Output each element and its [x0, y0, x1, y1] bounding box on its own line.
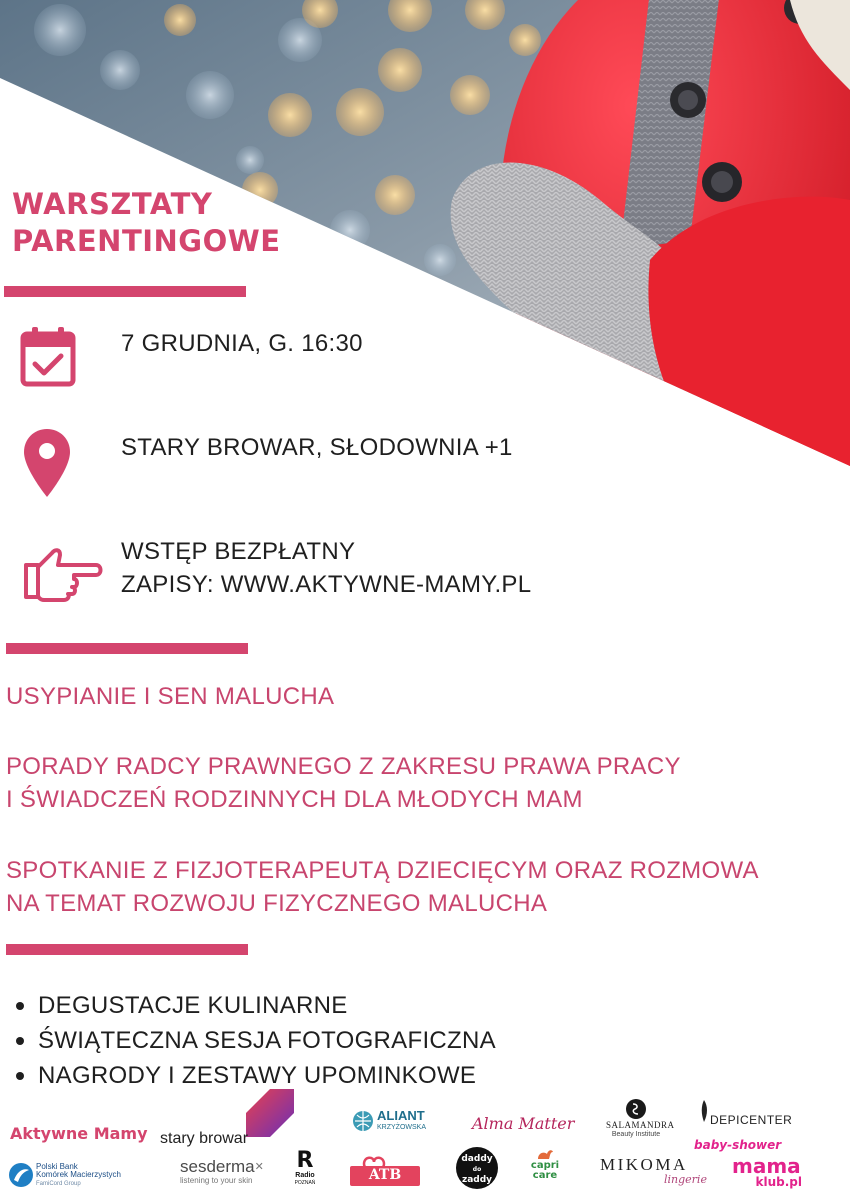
page-title	[12, 186, 281, 260]
divider-bottom	[6, 944, 248, 955]
logo-sesderma: sesderma✕ listening to your skin	[180, 1157, 264, 1185]
event-date: 7 GRUDNIA, G. 16:30	[121, 330, 363, 357]
logo-mama-klub: mama klub.pl	[732, 1154, 802, 1189]
logo-salamandra: SALAMANDRA Beauty Institute	[606, 1098, 666, 1139]
calendar-check-icon	[20, 326, 76, 388]
list-item: ŚWIĄTECZNA SESJA FOTOGRAFICZNA	[16, 1023, 496, 1058]
event-place: STARY BROWAR, SŁODOWNIA +1	[121, 434, 513, 461]
pointing-hand-icon	[22, 543, 104, 605]
logo-alma-matter: Alma Matter	[472, 1114, 575, 1133]
logo-atb: ATB	[350, 1150, 420, 1186]
list-item: NAGRODY I ZESTAWY UPOMINKOWE	[16, 1058, 496, 1093]
title-line-2: PARENTINGOWE	[12, 224, 281, 258]
capri-swan-icon	[535, 1147, 555, 1161]
logo-daddy-do-zaddy: daddy do zaddy	[456, 1147, 498, 1189]
salamandra-emblem-icon	[625, 1098, 647, 1120]
logo-stary-browar: stary browar	[160, 1130, 249, 1147]
topic-legal-advice	[6, 750, 681, 816]
map-pin-icon	[22, 427, 72, 499]
pbkm-emblem-icon	[8, 1162, 34, 1188]
list-item: DEGUSTACJE KULINARNE	[16, 988, 496, 1023]
topic-legal-line-1: PORADY RADCY PRAWNEGO Z ZAKRESU PRAWA PRACY	[6, 753, 681, 780]
topic-legal-line-2: I ŚWIADCZEŃ RODZINNYCH DLA MŁODYCH MAM	[6, 786, 583, 813]
divider-middle	[6, 643, 248, 654]
topic-sleep	[6, 680, 334, 713]
logo-mikoma: MIKOMA lingerie	[600, 1155, 707, 1186]
topic-physiotherapy	[6, 854, 759, 920]
logo-baby-shower: baby-shower	[694, 1138, 782, 1152]
logo-capri-care: capri care	[528, 1147, 562, 1181]
logo-aktywne-mamy: Aktywne Mamy	[10, 1124, 148, 1143]
logo-radio-poznan: R Radio POZNAŃ	[294, 1148, 316, 1186]
stary-browar-emblem-icon	[246, 1089, 294, 1137]
topic-sleep-line-1: USYPIANIE I SEN MALUCHA	[6, 683, 335, 710]
divider-top	[4, 286, 246, 297]
topic-physio-line-2: NA TEMAT ROZWOJU FIZYCZNEGO MALUCHA	[6, 890, 548, 917]
aliant-globe-icon	[352, 1110, 374, 1132]
event-entry: WSTĘP BEZPŁATNY	[121, 538, 356, 565]
topic-physio-line-1: SPOTKANIE Z FIZJOTERAPEUTĄ DZIECIĘCYM ORAZ ROZMOWA	[6, 857, 759, 884]
depicenter-feather-icon	[698, 1100, 710, 1122]
title-line-1: WARSZTATY	[12, 187, 213, 221]
event-registration[interactable]: ZAPISY: WWW.AKTYWNE-MAMY.PL	[121, 571, 532, 598]
extras-list	[16, 988, 496, 1093]
